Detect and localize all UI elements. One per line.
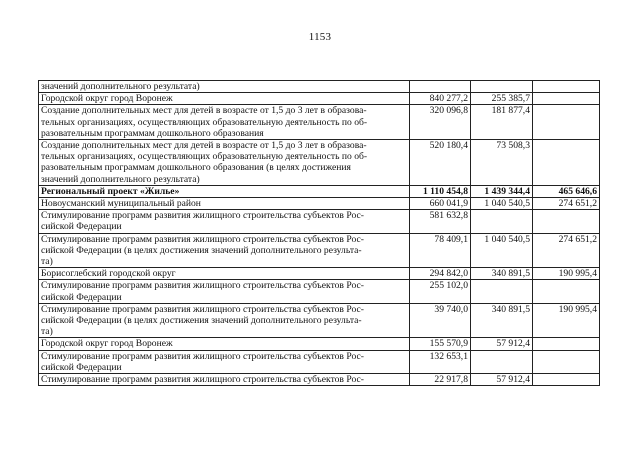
amount-cell-3 <box>533 105 600 140</box>
row-description <box>39 338 410 350</box>
amount-cell-3 <box>533 350 600 373</box>
table-row <box>39 268 600 280</box>
table-row <box>39 338 600 350</box>
description-line: Новоусманский муниципальный район <box>41 198 201 210</box>
amount-cell-1: 520 180,4 <box>410 140 471 186</box>
table-row <box>39 81 600 93</box>
description-line: сийской Федерации (в целях достижения значений дополнительного результа- <box>41 315 362 327</box>
amount-cell-2 <box>471 81 533 93</box>
amount-cell-1: 132 653,1 <box>410 350 471 373</box>
amount-cell-3: 190 995,4 <box>533 268 600 280</box>
description-line: та) <box>41 326 53 338</box>
amount-cell-3: 274 651,2 <box>533 198 600 210</box>
amount-cell-2: 1 040 540,5 <box>471 198 533 210</box>
table-row <box>39 93 600 105</box>
amount-cell-1: 840 277,2 <box>410 93 471 105</box>
amount-cell-2: 340 891,5 <box>471 268 533 280</box>
row-description <box>39 374 410 386</box>
row-description <box>39 185 410 197</box>
table-row <box>39 185 600 197</box>
description-line: Борисоглебский городской округ <box>41 268 176 280</box>
amount-cell-1: 22 917,8 <box>410 374 471 386</box>
row-description <box>39 198 410 210</box>
amount-cell-2: 1 439 344,4 <box>471 185 533 197</box>
amount-cell-3: 190 995,4 <box>533 303 600 338</box>
amount-cell-2: 73 508,3 <box>471 140 533 186</box>
description-line: сийской Федерации <box>41 291 122 303</box>
amount-cell-3 <box>533 374 600 386</box>
amount-cell-2: 57 912,4 <box>471 374 533 386</box>
description-line: Городской округ город Воронеж <box>41 93 173 105</box>
amount-cell-2 <box>471 210 533 233</box>
table-row <box>39 280 600 303</box>
row-description <box>39 280 410 303</box>
description-line: Стимулирование программ развития жилищного строительства субъектов Рос- <box>41 374 364 386</box>
row-description <box>39 105 410 140</box>
amount-cell-1 <box>410 81 471 93</box>
table-row <box>39 140 600 186</box>
amount-cell-3: 465 646,6 <box>533 185 600 197</box>
description-line: Стимулирование программ развития жилищного строительства субъектов Рос- <box>41 280 364 292</box>
amount-cell-1: 155 570,9 <box>410 338 471 350</box>
amount-cell-3 <box>533 338 600 350</box>
table-body <box>39 81 600 386</box>
description-line: Региональный проект «Жилье» <box>41 185 180 197</box>
amount-cell-1: 320 096,8 <box>410 105 471 140</box>
amount-cell-1: 294 842,0 <box>410 268 471 280</box>
table-row <box>39 233 600 268</box>
amount-cell-2: 255 385,7 <box>471 93 533 105</box>
description-line: Городской округ город Воронеж <box>41 338 173 350</box>
amount-cell-3 <box>533 140 600 186</box>
amount-cell-2 <box>471 350 533 373</box>
amount-cell-2: 340 891,5 <box>471 303 533 338</box>
row-description <box>39 303 410 338</box>
description-line: сийской Федерации (в целях достижения значений дополнительного результа- <box>41 244 362 256</box>
row-description <box>39 268 410 280</box>
description-line: Стимулирование программ развития жилищного строительства субъектов Рос- <box>41 303 364 315</box>
amount-cell-2 <box>471 280 533 303</box>
row-description <box>39 140 410 186</box>
amount-cell-1: 78 409,1 <box>410 233 471 268</box>
table-row <box>39 374 600 386</box>
description-line: Стимулирование программ развития жилищного строительства субъектов Рос- <box>41 210 364 222</box>
amount-cell-1: 39 740,0 <box>410 303 471 338</box>
table-row <box>39 303 600 338</box>
description-line: сийской Федерации <box>41 361 122 373</box>
row-description <box>39 210 410 233</box>
row-description <box>39 93 410 105</box>
table-row <box>39 198 600 210</box>
table-row <box>39 105 600 140</box>
description-line: разовательным программам дошкольного образования (в целях достижения <box>41 162 351 174</box>
description-line: значений дополнительного результата) <box>41 173 200 185</box>
amount-cell-1: 660 041,9 <box>410 198 471 210</box>
row-description <box>39 350 410 373</box>
description-line: Создание дополнительных мест для детей в возрасте от 1,5 до 3 лет в образова- <box>41 140 367 152</box>
row-description <box>39 233 410 268</box>
amount-cell-1: 581 632,8 <box>410 210 471 233</box>
description-line: сийской Федерации <box>41 221 122 233</box>
amount-cell-3 <box>533 93 600 105</box>
table-row <box>39 350 600 373</box>
row-description <box>39 81 410 93</box>
page-number: 1153 <box>308 31 332 43</box>
description-line: Стимулирование программ развития жилищного строительства субъектов Рос- <box>41 233 364 245</box>
description-line: тельных организациях, осуществляющих образовательную деятельность по об- <box>41 151 368 163</box>
amount-cell-3 <box>533 280 600 303</box>
amount-cell-3: 274 651,2 <box>533 233 600 268</box>
amount-cell-3 <box>533 210 600 233</box>
table-row <box>39 210 600 233</box>
description-line: Создание дополнительных мест для детей в возрасте от 1,5 до 3 лет в образова- <box>41 105 367 117</box>
amount-cell-1: 1 110 454,8 <box>410 185 471 197</box>
amount-cell-3 <box>533 81 600 93</box>
description-line: та) <box>41 256 53 268</box>
description-line: значений дополнительного результата) <box>41 81 200 92</box>
amount-cell-2: 57 912,4 <box>471 338 533 350</box>
description-line: Стимулирование программ развития жилищного строительства субъектов Рос- <box>41 350 364 362</box>
budget-table <box>38 80 600 386</box>
amount-cell-2: 181 877,4 <box>471 105 533 140</box>
amount-cell-1: 255 102,0 <box>410 280 471 303</box>
description-line: разовательным программам дошкольного образования <box>41 127 264 139</box>
amount-cell-2: 1 040 540,5 <box>471 233 533 268</box>
description-line: тельных организациях, осуществляющих образовательную деятельность по об- <box>41 116 368 128</box>
